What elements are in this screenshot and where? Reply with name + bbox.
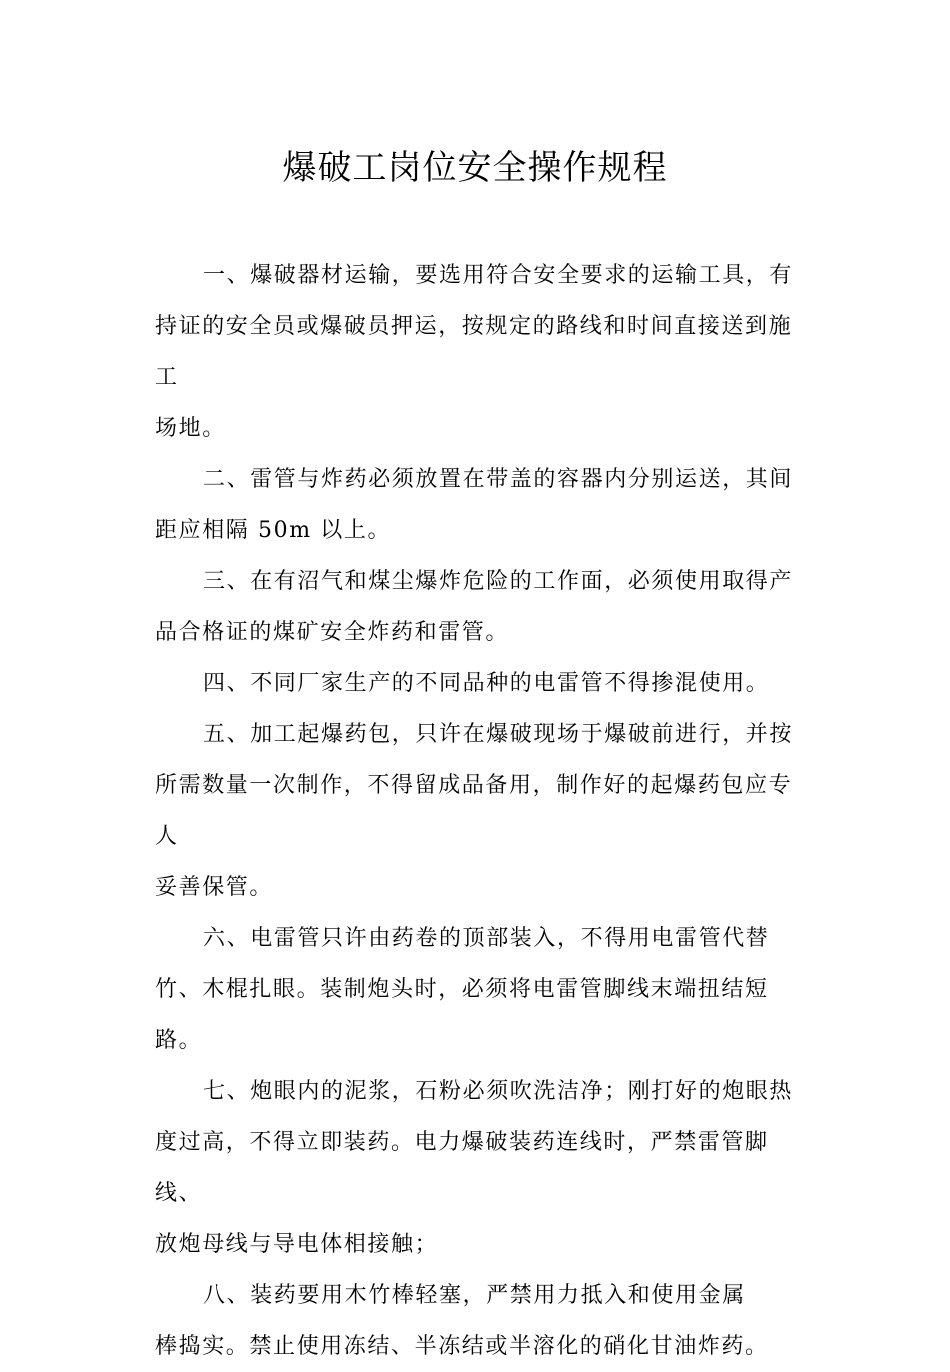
paragraph-2: 二、雷管与炸药必须放置在带盖的容器内分别运送，其间 距应相隔 50m 以上。 (155, 467, 794, 543)
paragraph-3: 三、在有沼气和煤尘爆炸危险的工作面，必须使用取得产 品合格证的煤矿安全炸药和雷管。 (155, 569, 794, 645)
paragraph-7: 七、炮眼内的泥浆，石粉必须吹洗洁净；刚打好的炮眼热 度过高，不得立即装药。电力爆破装药连线时，严禁雷管脚线、 放炮母线与导电体相接触； (155, 1079, 794, 1257)
document-title: 爆破工岗位安全操作规程 (282, 148, 668, 188)
paragraph-4: 四、不同厂家生产的不同品种的电雷管不得掺混使用。 (203, 671, 770, 696)
paragraph-8: 八、装药要用木竹棒轻塞，严禁用力抵入和使用金属 棒捣实。禁止使用冻结、半冻结或半溶化的硝化甘油炸药。 (155, 1283, 769, 1359)
document-body (155, 250, 815, 1372)
paragraph-1: 一、爆破器材运输，要选用符合安全要求的运输工具，有 持证的安全员或爆破员押运，按规定的路线和时间直接送到施工 场地。 (155, 263, 794, 441)
paragraph-6: 六、电雷管只许由药卷的顶部装入，不得用电雷管代替 竹、木棍扎眼。装制炮头时，必须将电雷管脚线末端扭结短路。 (155, 926, 770, 1053)
paragraph-5: 五、加工起爆药包，只许在爆破现场于爆破前进行，并按 所需数量一次制作，不得留成品备用，制作好的起爆药包应专人 妥善保管。 (155, 722, 794, 900)
